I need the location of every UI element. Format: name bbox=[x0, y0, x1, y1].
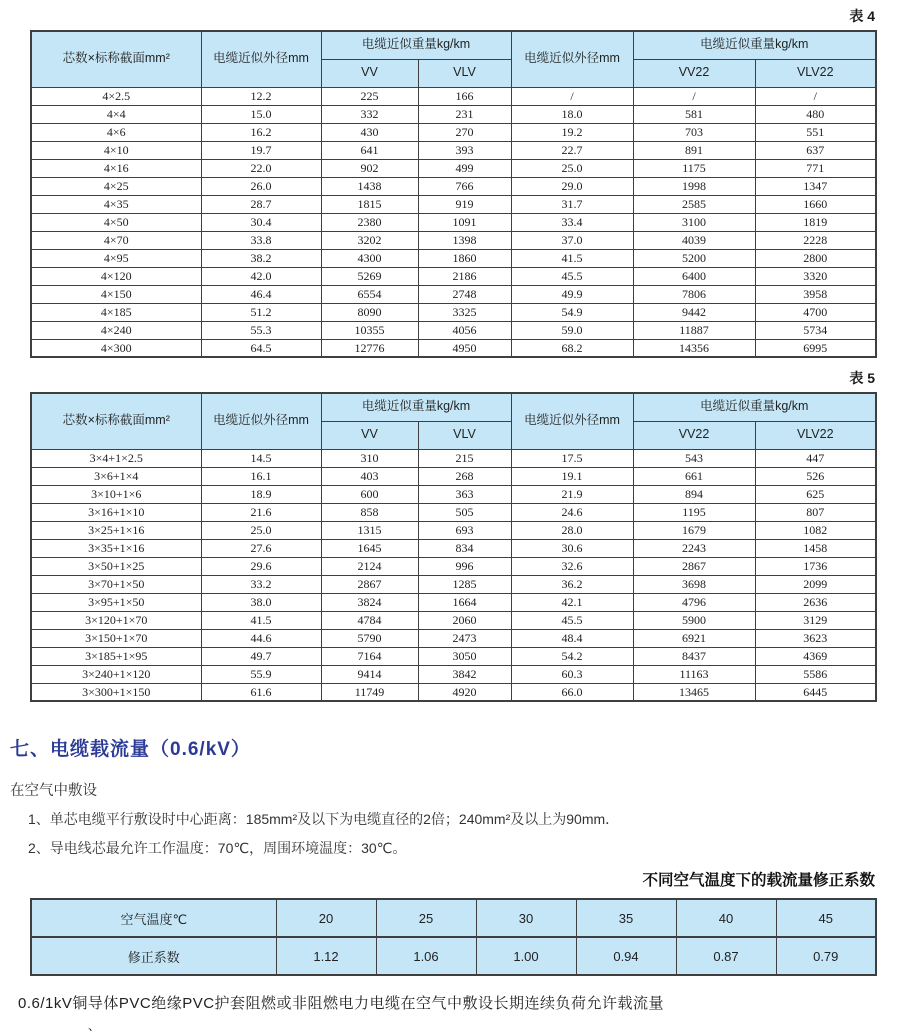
table-cell: 363 bbox=[418, 485, 511, 503]
note-1: 1、单芯电缆平行敷设时中心距离：185mm²及以下为电缆直径的2倍；240mm²及以上为90mm． bbox=[28, 811, 620, 827]
table-cell: 33.4 bbox=[511, 213, 633, 231]
table-cell: 25.0 bbox=[511, 159, 633, 177]
table-cell: 505 bbox=[418, 503, 511, 521]
table-cell: 45.5 bbox=[511, 611, 633, 629]
table-cell: 45.5 bbox=[511, 267, 633, 285]
table-cell: 4300 bbox=[321, 249, 418, 267]
table-cell: 35 bbox=[576, 899, 676, 937]
col-header-outer-diameter: 电缆近似外径mm bbox=[201, 393, 321, 449]
table-cell: 4×150 bbox=[31, 285, 201, 303]
table-cell: 24.6 bbox=[511, 503, 633, 521]
document-page bbox=[0, 6, 900, 1033]
table-cell: 5269 bbox=[321, 267, 418, 285]
table-cell: 44.6 bbox=[201, 629, 321, 647]
table-cell: 27.6 bbox=[201, 539, 321, 557]
table-cell: 3698 bbox=[633, 575, 755, 593]
table-cell: 26.0 bbox=[201, 177, 321, 195]
table-cell: 14356 bbox=[633, 339, 755, 357]
table-cell: 5900 bbox=[633, 611, 755, 629]
table-cell: 3×95+1×50 bbox=[31, 593, 201, 611]
table-cell: 31.7 bbox=[511, 195, 633, 213]
table-cell: 0.94 bbox=[576, 937, 676, 975]
table-cell: 447 bbox=[755, 449, 876, 467]
table-cell: 3×6+1×4 bbox=[31, 467, 201, 485]
table-cell: 11887 bbox=[633, 321, 755, 339]
table-cell: 858 bbox=[321, 503, 418, 521]
table-cell: 4×70 bbox=[31, 231, 201, 249]
table-row bbox=[31, 665, 876, 683]
table-cell: 54.9 bbox=[511, 303, 633, 321]
table-cell: 4056 bbox=[418, 321, 511, 339]
table-cell: 1660 bbox=[755, 195, 876, 213]
table-cell: 45 bbox=[776, 899, 876, 937]
cable-weight-table-5 bbox=[30, 392, 877, 702]
table-cell: 30 bbox=[476, 899, 576, 937]
table-cell: 3623 bbox=[755, 629, 876, 647]
table-cell: 3842 bbox=[418, 665, 511, 683]
table-cell: 21.9 bbox=[511, 485, 633, 503]
table-cell: 2748 bbox=[418, 285, 511, 303]
table-cell: 4×2.5 bbox=[31, 87, 201, 105]
table-cell: 18.9 bbox=[201, 485, 321, 503]
table-cell: 902 bbox=[321, 159, 418, 177]
table-cell: 641 bbox=[321, 141, 418, 159]
table-cell: 4×6 bbox=[31, 123, 201, 141]
table-cell: 29.6 bbox=[201, 557, 321, 575]
table-row bbox=[31, 195, 876, 213]
table-cell: 3100 bbox=[633, 213, 755, 231]
table-cell: 2380 bbox=[321, 213, 418, 231]
table-row bbox=[31, 87, 876, 105]
table-cell: 2060 bbox=[418, 611, 511, 629]
table-cell: 581 bbox=[633, 105, 755, 123]
table-cell: 3×10+1×6 bbox=[31, 485, 201, 503]
table-cell: 42.1 bbox=[511, 593, 633, 611]
note-2: 2、导电线芯最允许工作温度：70℃，周围环境温度：30℃。 bbox=[28, 840, 407, 856]
table-cell: 0.79 bbox=[776, 937, 876, 975]
col-header-vlv: VLV bbox=[418, 421, 511, 449]
table-row bbox=[31, 521, 876, 539]
col-header-vv: VV bbox=[321, 59, 418, 87]
table-cell: 393 bbox=[418, 141, 511, 159]
col-header-weight: 电缆近似重量kg/km bbox=[321, 31, 511, 59]
table-cell: 480 bbox=[755, 105, 876, 123]
col-header-weight: 电缆近似重量kg/km bbox=[321, 393, 511, 421]
table-cell: 894 bbox=[633, 485, 755, 503]
table-cell: 499 bbox=[418, 159, 511, 177]
table-cell: 32.6 bbox=[511, 557, 633, 575]
table5-body bbox=[31, 449, 876, 701]
table-cell: 4×240 bbox=[31, 321, 201, 339]
table-cell: / bbox=[633, 87, 755, 105]
table-cell: / bbox=[511, 87, 633, 105]
table-cell: 3×70+1×50 bbox=[31, 575, 201, 593]
table-cell: 3824 bbox=[321, 593, 418, 611]
table-cell: 30.6 bbox=[511, 539, 633, 557]
table-cell: 48.4 bbox=[511, 629, 633, 647]
table-cell: 996 bbox=[418, 557, 511, 575]
table-row bbox=[31, 539, 876, 557]
table-row bbox=[31, 557, 876, 575]
table-cell: 55.9 bbox=[201, 665, 321, 683]
table4-header bbox=[31, 31, 876, 87]
table-row bbox=[31, 937, 876, 975]
table-cell: 4039 bbox=[633, 231, 755, 249]
table-cell: 28.0 bbox=[511, 521, 633, 539]
table-row bbox=[31, 647, 876, 665]
table-cell: 3×25+1×16 bbox=[31, 521, 201, 539]
table-cell: 4×300 bbox=[31, 339, 201, 357]
table-cell: 661 bbox=[633, 467, 755, 485]
table-cell: 1860 bbox=[418, 249, 511, 267]
table-cell: 1679 bbox=[633, 521, 755, 539]
subsection-title: 在空气中敷设 bbox=[10, 783, 97, 799]
table-cell: 2186 bbox=[418, 267, 511, 285]
correction-table-caption: 不同空气温度下的载流量修正系数 bbox=[642, 872, 875, 889]
table-cell: 5586 bbox=[755, 665, 876, 683]
table-cell: 16.2 bbox=[201, 123, 321, 141]
table-cell: 4×95 bbox=[31, 249, 201, 267]
table-cell: 25.0 bbox=[201, 521, 321, 539]
table-row bbox=[31, 339, 876, 357]
table-cell: 268 bbox=[418, 467, 511, 485]
table-cell: 6921 bbox=[633, 629, 755, 647]
table-cell: 9414 bbox=[321, 665, 418, 683]
table-row bbox=[31, 285, 876, 303]
table-cell: 4700 bbox=[755, 303, 876, 321]
table-cell: 1082 bbox=[755, 521, 876, 539]
table-cell: 270 bbox=[418, 123, 511, 141]
col-header-outer-diameter-armored: 电缆近似外径mm bbox=[511, 393, 633, 449]
table-cell: 1347 bbox=[755, 177, 876, 195]
table-cell: 22.7 bbox=[511, 141, 633, 159]
table-cell: 51.2 bbox=[201, 303, 321, 321]
table-cell: 3×35+1×16 bbox=[31, 539, 201, 557]
table-cell: 3202 bbox=[321, 231, 418, 249]
table-cell: 15.0 bbox=[201, 105, 321, 123]
table-cell: 空气温度℃ bbox=[31, 899, 276, 937]
table-cell: 1998 bbox=[633, 177, 755, 195]
table-cell: 3×4+1×2.5 bbox=[31, 449, 201, 467]
table-row bbox=[31, 321, 876, 339]
table-cell: 225 bbox=[321, 87, 418, 105]
table-cell: 1815 bbox=[321, 195, 418, 213]
col-header-weight-armored: 电缆近似重量kg/km bbox=[633, 393, 876, 421]
table-cell: 46.4 bbox=[201, 285, 321, 303]
correction-table-body bbox=[31, 899, 876, 975]
col-header-outer-diameter-armored: 电缆近似外径mm bbox=[511, 31, 633, 87]
table-cell: 19.1 bbox=[511, 467, 633, 485]
table-cell: 40 bbox=[676, 899, 776, 937]
table-cell: 3×185+1×95 bbox=[31, 647, 201, 665]
table-cell: 807 bbox=[755, 503, 876, 521]
table-cell: 1315 bbox=[321, 521, 418, 539]
table-cell: 4369 bbox=[755, 647, 876, 665]
table-row bbox=[31, 485, 876, 503]
table-cell: 8437 bbox=[633, 647, 755, 665]
cutoff-text: 、 bbox=[88, 1019, 101, 1033]
table-cell: 1.12 bbox=[276, 937, 376, 975]
table-cell: 10355 bbox=[321, 321, 418, 339]
col-header-vlv22: VLV22 bbox=[755, 421, 876, 449]
table-cell: 430 bbox=[321, 123, 418, 141]
table-cell: 3325 bbox=[418, 303, 511, 321]
table-row bbox=[31, 249, 876, 267]
table-cell: 12.2 bbox=[201, 87, 321, 105]
table-cell: 4×16 bbox=[31, 159, 201, 177]
table-cell: 6554 bbox=[321, 285, 418, 303]
table-cell: 891 bbox=[633, 141, 755, 159]
table-cell: 3129 bbox=[755, 611, 876, 629]
col-header-vv: VV bbox=[321, 421, 418, 449]
table-cell: 625 bbox=[755, 485, 876, 503]
table-cell: 14.5 bbox=[201, 449, 321, 467]
table-cell: 2867 bbox=[633, 557, 755, 575]
table-cell: 526 bbox=[755, 467, 876, 485]
table-cell: 2473 bbox=[418, 629, 511, 647]
table-row bbox=[31, 177, 876, 195]
table-cell: 66.0 bbox=[511, 683, 633, 701]
table-cell: 3×16+1×10 bbox=[31, 503, 201, 521]
table-row bbox=[31, 611, 876, 629]
table-cell: 2636 bbox=[755, 593, 876, 611]
col-header-vv22: VV22 bbox=[633, 59, 755, 87]
table-cell: 4920 bbox=[418, 683, 511, 701]
table-cell: 1819 bbox=[755, 213, 876, 231]
table-cell: 1.06 bbox=[376, 937, 476, 975]
table-cell: 1645 bbox=[321, 539, 418, 557]
table-row bbox=[31, 213, 876, 231]
table-cell: 4×185 bbox=[31, 303, 201, 321]
table-cell: 13465 bbox=[633, 683, 755, 701]
table-cell: 3958 bbox=[755, 285, 876, 303]
table-cell: 4796 bbox=[633, 593, 755, 611]
table-cell: 1398 bbox=[418, 231, 511, 249]
table-cell: 919 bbox=[418, 195, 511, 213]
table-cell: 1.00 bbox=[476, 937, 576, 975]
table4-body bbox=[31, 87, 876, 357]
table-row bbox=[31, 449, 876, 467]
table-cell: 8090 bbox=[321, 303, 418, 321]
table-cell: 29.0 bbox=[511, 177, 633, 195]
cable-weight-table-4 bbox=[30, 30, 877, 358]
table-cell: 64.5 bbox=[201, 339, 321, 357]
table-cell: 5790 bbox=[321, 629, 418, 647]
table4-label: 表 4 bbox=[849, 8, 875, 24]
table-cell: 2867 bbox=[321, 575, 418, 593]
table-cell: 543 bbox=[633, 449, 755, 467]
table-cell: 771 bbox=[755, 159, 876, 177]
table-cell: 637 bbox=[755, 141, 876, 159]
table-row bbox=[31, 899, 876, 937]
table-cell: 4×120 bbox=[31, 267, 201, 285]
table-cell: 4×4 bbox=[31, 105, 201, 123]
table-cell: 703 bbox=[633, 123, 755, 141]
table-row bbox=[31, 267, 876, 285]
table-cell: / bbox=[755, 87, 876, 105]
table-cell: 12776 bbox=[321, 339, 418, 357]
table-cell: 2585 bbox=[633, 195, 755, 213]
table-cell: 6995 bbox=[755, 339, 876, 357]
table-cell: 3050 bbox=[418, 647, 511, 665]
table-cell: 4784 bbox=[321, 611, 418, 629]
table-cell: 5200 bbox=[633, 249, 755, 267]
table-cell: 11749 bbox=[321, 683, 418, 701]
table-cell: 2099 bbox=[755, 575, 876, 593]
col-header-vlv: VLV bbox=[418, 59, 511, 87]
table-cell: 25 bbox=[376, 899, 476, 937]
table-row bbox=[31, 141, 876, 159]
table-cell: 3×50+1×25 bbox=[31, 557, 201, 575]
table-cell: 20 bbox=[276, 899, 376, 937]
table-row bbox=[31, 629, 876, 647]
table-cell: 2800 bbox=[755, 249, 876, 267]
table-cell: 1195 bbox=[633, 503, 755, 521]
section-heading: 七、电缆载流量（0.6/kV） bbox=[10, 739, 251, 760]
bottom-paragraph: 0.6/1kV铜导体PVC绝缘PVC护套阻燃或非阻燃电力电缆在空气中敷设长期连续负荷允许载流量 bbox=[18, 995, 665, 1012]
table-cell: 11163 bbox=[633, 665, 755, 683]
table-row bbox=[31, 503, 876, 521]
table-cell: 3320 bbox=[755, 267, 876, 285]
table-cell: 68.2 bbox=[511, 339, 633, 357]
table-cell: 1664 bbox=[418, 593, 511, 611]
col-header-vlv22: VLV22 bbox=[755, 59, 876, 87]
table-cell: 310 bbox=[321, 449, 418, 467]
table-cell: 2124 bbox=[321, 557, 418, 575]
table-row bbox=[31, 593, 876, 611]
table-cell: 3×120+1×70 bbox=[31, 611, 201, 629]
table-cell: 3×300+1×150 bbox=[31, 683, 201, 701]
table-cell: 49.7 bbox=[201, 647, 321, 665]
table-cell: 59.0 bbox=[511, 321, 633, 339]
table-cell: 2243 bbox=[633, 539, 755, 557]
table-cell: 37.0 bbox=[511, 231, 633, 249]
col-header-weight-armored: 电缆近似重量kg/km bbox=[633, 31, 876, 59]
col-header-spec: 芯数×标称截面mm² bbox=[31, 31, 201, 87]
table-cell: 19.2 bbox=[511, 123, 633, 141]
table-cell: 42.0 bbox=[201, 267, 321, 285]
table-cell: 60.3 bbox=[511, 665, 633, 683]
table-cell: 41.5 bbox=[201, 611, 321, 629]
temperature-correction-table bbox=[30, 898, 877, 976]
table-cell: 1458 bbox=[755, 539, 876, 557]
table5-label: 表 5 bbox=[849, 370, 875, 386]
table-cell: 30.4 bbox=[201, 213, 321, 231]
table-cell: 22.0 bbox=[201, 159, 321, 177]
table-cell: 3×150+1×70 bbox=[31, 629, 201, 647]
table-cell: 33.2 bbox=[201, 575, 321, 593]
table-cell: 9442 bbox=[633, 303, 755, 321]
table-cell: 332 bbox=[321, 105, 418, 123]
table-cell: 834 bbox=[418, 539, 511, 557]
table-cell: 2228 bbox=[755, 231, 876, 249]
table-cell: 19.7 bbox=[201, 141, 321, 159]
table-row bbox=[31, 123, 876, 141]
table-cell: 6400 bbox=[633, 267, 755, 285]
table-cell: 38.2 bbox=[201, 249, 321, 267]
table-cell: 4×25 bbox=[31, 177, 201, 195]
table-cell: 693 bbox=[418, 521, 511, 539]
table-row bbox=[31, 303, 876, 321]
table-cell: 41.5 bbox=[511, 249, 633, 267]
col-header-spec: 芯数×标称截面mm² bbox=[31, 393, 201, 449]
table-cell: 6445 bbox=[755, 683, 876, 701]
table-cell: 600 bbox=[321, 485, 418, 503]
table-row bbox=[31, 467, 876, 485]
col-header-outer-diameter: 电缆近似外径mm bbox=[201, 31, 321, 87]
table-cell: 5734 bbox=[755, 321, 876, 339]
table-cell: 1091 bbox=[418, 213, 511, 231]
table-cell: 16.1 bbox=[201, 467, 321, 485]
table-cell: 36.2 bbox=[511, 575, 633, 593]
table-row bbox=[31, 105, 876, 123]
table-cell: 17.5 bbox=[511, 449, 633, 467]
table-cell: 4×50 bbox=[31, 213, 201, 231]
table-cell: 231 bbox=[418, 105, 511, 123]
table-cell: 4950 bbox=[418, 339, 511, 357]
table-cell: 18.0 bbox=[511, 105, 633, 123]
table-cell: 1438 bbox=[321, 177, 418, 195]
table5-header bbox=[31, 393, 876, 449]
table-cell: 403 bbox=[321, 467, 418, 485]
table-cell: 55.3 bbox=[201, 321, 321, 339]
table-cell: 7164 bbox=[321, 647, 418, 665]
table-cell: 21.6 bbox=[201, 503, 321, 521]
table-cell: 4×10 bbox=[31, 141, 201, 159]
table-cell: 166 bbox=[418, 87, 511, 105]
table-cell: 28.7 bbox=[201, 195, 321, 213]
table-cell: 215 bbox=[418, 449, 511, 467]
table-cell: 49.9 bbox=[511, 285, 633, 303]
table-row bbox=[31, 683, 876, 701]
table-cell: 4×35 bbox=[31, 195, 201, 213]
table-cell: 3×240+1×120 bbox=[31, 665, 201, 683]
table-cell: 33.8 bbox=[201, 231, 321, 249]
table-row bbox=[31, 575, 876, 593]
table-cell: 1736 bbox=[755, 557, 876, 575]
table-cell: 0.87 bbox=[676, 937, 776, 975]
table-cell: 1175 bbox=[633, 159, 755, 177]
table-row bbox=[31, 231, 876, 249]
table-cell: 38.0 bbox=[201, 593, 321, 611]
table-cell: 7806 bbox=[633, 285, 755, 303]
table-cell: 54.2 bbox=[511, 647, 633, 665]
table-cell: 1285 bbox=[418, 575, 511, 593]
table-cell: 61.6 bbox=[201, 683, 321, 701]
table-row bbox=[31, 159, 876, 177]
col-header-vv22: VV22 bbox=[633, 421, 755, 449]
table-cell: 551 bbox=[755, 123, 876, 141]
table-cell: 修正系数 bbox=[31, 937, 276, 975]
table-cell: 766 bbox=[418, 177, 511, 195]
